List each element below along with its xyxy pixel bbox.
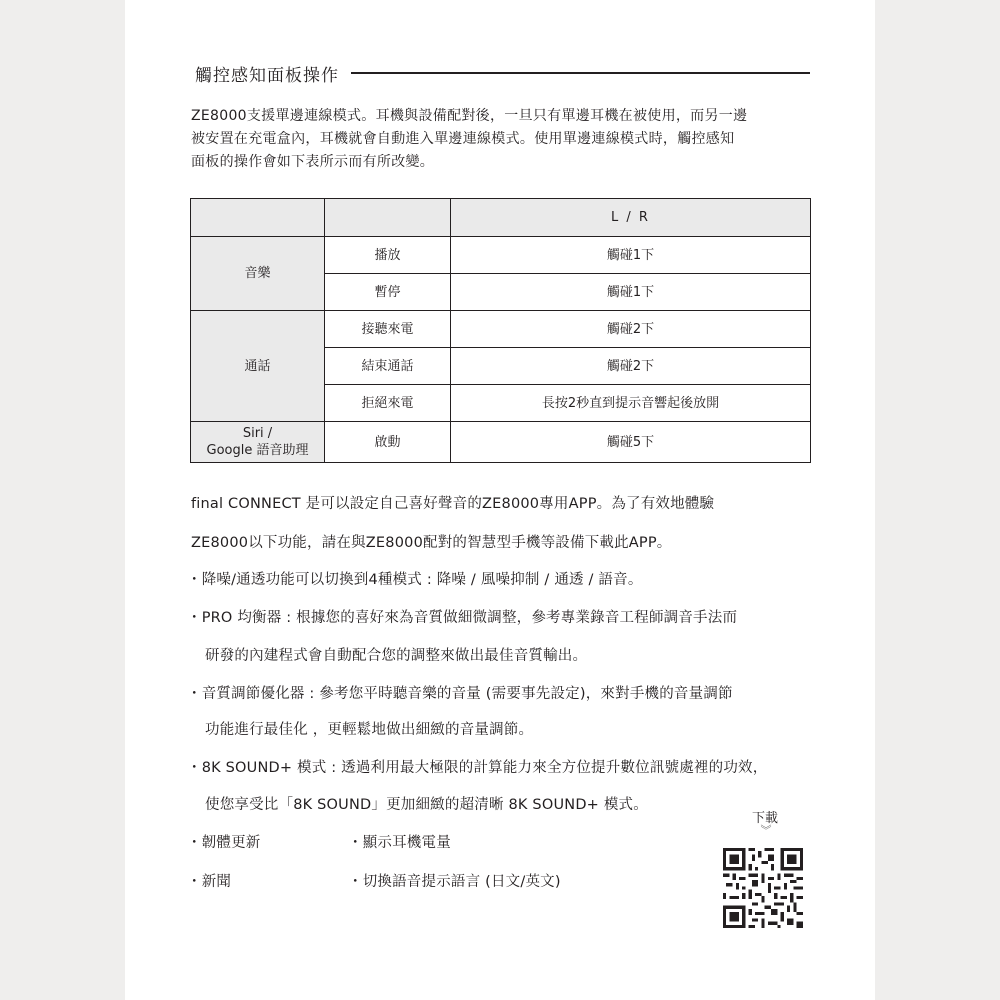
app-description-line: ZE8000以下功能，請在與ZE8000配對的智慧型手機等設備下載此APP。	[191, 535, 672, 551]
header-blank-cell	[191, 199, 325, 237]
header-blank-cell	[325, 199, 451, 237]
feature-bullet: ・降噪/通透功能可以切換到4種模式 : 降噪 / 風噪抑制 / 通透 / 語音。	[187, 572, 643, 588]
touch-operations-table	[190, 198, 811, 463]
category-line: Siri /	[242, 426, 273, 441]
intro-line: 面板的操作會如下表所示而有所改變。	[191, 154, 435, 170]
action-cell: 結束通話	[325, 348, 451, 385]
feature-bullet: ・PRO 均衡器 : 根據您的喜好來為音質做細微調整，參考專業錄音工程師調音手法而	[187, 610, 738, 626]
heading-rule	[351, 72, 810, 74]
action-cell: 啟動	[325, 422, 451, 463]
gesture-cell: 觸碰2下	[451, 311, 811, 348]
gesture-cell: 觸碰2下	[451, 348, 811, 385]
category-music: 音樂	[191, 237, 325, 311]
download-text: 下載	[751, 811, 778, 826]
action-cell: 暫停	[325, 274, 451, 311]
intro-paragraph	[191, 105, 809, 174]
table-row	[191, 237, 811, 274]
action-cell: 接聽來電	[325, 311, 451, 348]
qr-code-icon[interactable]	[723, 848, 803, 928]
header-lr-cell: L / R	[451, 199, 811, 237]
category-call: 通話	[191, 311, 325, 422]
intro-line: ZE8000支援單邊連線模式。耳機與設備配對後，一旦只有單邊耳機在被使用，而另一邊	[191, 108, 748, 124]
app-description-line: final CONNECT 是可以設定自己喜好聲音的ZE8000專用APP。為了有效地體驗	[191, 496, 715, 512]
category-line: Google 語音助理	[206, 443, 309, 458]
table-row	[191, 422, 811, 463]
feature-item: ・切換語音提示語言 (日文/英文)	[348, 874, 561, 890]
category-voice-assistant	[191, 422, 325, 463]
feature-bullet-continuation: 功能進行最佳化 ，更輕鬆地做出細緻的音量調節。	[205, 722, 534, 738]
gesture-cell: 觸碰1下	[451, 237, 811, 274]
feature-bullet: ・音質調節優化器 : 參考您平時聽音樂的音量 (需要事先設定)，來對手機的音量調節	[187, 686, 733, 702]
gesture-cell: 長按2秒直到提示音響起後放開	[451, 385, 811, 422]
feature-item: ・新聞	[187, 874, 232, 890]
section-title: 觸控感知面板操作	[195, 65, 339, 86]
intro-line: 被安置在充電盒內，耳機就會自動進入單邊連線模式。使用單邊連線模式時，觸控感知	[191, 131, 735, 147]
gesture-cell: 觸碰1下	[451, 274, 811, 311]
download-label	[745, 807, 785, 836]
section-heading	[195, 60, 810, 86]
action-cell: 播放	[325, 237, 451, 274]
chevron-down-icon: ︾	[760, 824, 770, 837]
feature-item: ・顯示耳機電量	[348, 835, 451, 851]
table-row	[191, 311, 811, 348]
feature-bullet: ・8K SOUND+ 模式 : 透過利用最大極限的計算能力來全方位提升數位訊號處裡的功效，	[187, 760, 768, 776]
feature-bullet-continuation: 使您享受比「8K SOUND」更加細緻的超清晰 8K SOUND+ 模式。	[205, 797, 648, 813]
action-cell: 拒絕來電	[325, 385, 451, 422]
feature-item: ・韌體更新	[187, 835, 261, 851]
table-header-row	[191, 199, 811, 237]
feature-bullet-continuation: 研發的內建程式會自動配合您的調整來做出最佳音質輸出。	[205, 648, 588, 664]
gesture-cell: 觸碰5下	[451, 422, 811, 463]
manual-page	[125, 0, 875, 1000]
